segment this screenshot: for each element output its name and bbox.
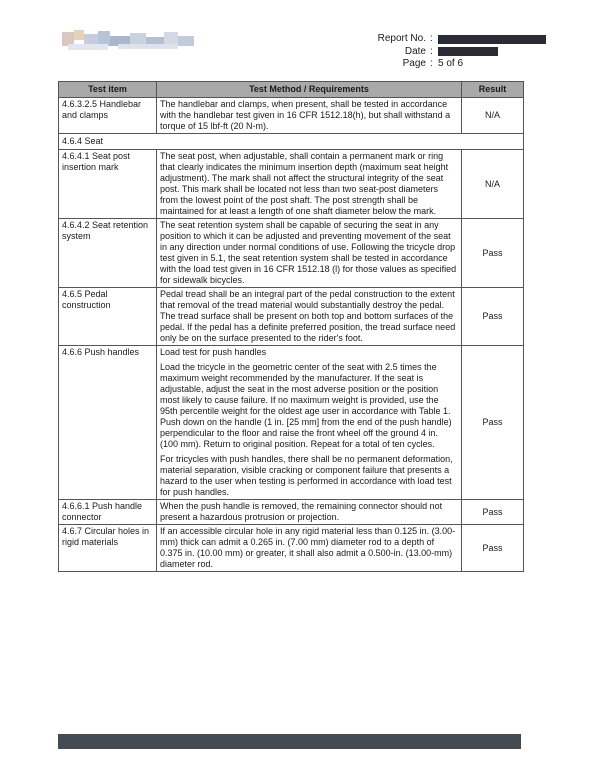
test-method-cell: If an accessible circular hole in any rigid material less than 0.125 in. (3.00-mm) thick can admit a 0.265 in. (7.00 mm) diameter rod to a depth of 0.375 in. (10.00 mm) or greater, it shall also admit a 0.500-in. (13.00-mm) diameter rod.: [157, 525, 462, 572]
col-header-result: Result: [462, 82, 524, 98]
section-row: [59, 134, 524, 150]
table-header-row: [59, 82, 524, 98]
method-subheading: Load test for push handles: [160, 347, 267, 357]
result-cell: Pass: [462, 288, 524, 346]
result-cell: Pass: [462, 219, 524, 288]
test-method-cell: The seat post, when adjustable, shall contain a permanent mark or ring that clearly indicates the minimum insertion depth (maximum seat height adjustment). The mark shall not affect the structural integrity of the seat post. This mark shall be located not less than two seat-post diameters from the lowest point of the post shaft. The post strength shall be maintained for at least a length of one shaft diameter below the mark.: [157, 150, 462, 219]
date-label: Date: [404, 45, 426, 57]
test-item-cell: 4.6.6.1 Push handle connector: [59, 500, 157, 525]
table-row: [59, 346, 524, 500]
result-cell: N/A: [462, 98, 524, 134]
page-label: Page: [402, 58, 426, 69]
redacted-report-number: [438, 35, 546, 44]
method-paragraph: For tricycles with push handles, there shall be no permanent deformation, material separation, visible cracking or component failure that presents a hazard to the user when testing is performed in accordance with load test for push handles.: [160, 454, 453, 497]
report-number-label: Report No.: [377, 33, 426, 44]
test-method-cell: When the push handle is removed, the remaining connector should not present a hazardous protrusion or projection.: [157, 500, 462, 525]
test-method-cell: [157, 346, 462, 500]
method-paragraph: Load the tricycle in the geometric center of the seat with 2.5 times the maximum weight recommended by the manufacturer. If the seat is adjustable, adjust the seat in the most adverse position or the position most likely to cause failure. If no maximum weight is provided, use the 95th percentile weight for the oldest age user in accordance with Table 1. Push down on the handle (1 in. [25 mm] from the end of the push handle) perpendicular to the floor and raise the front wheel off the ground 4 in. (100 mm). Return to original position. Repeat for a total of ten cycles.: [160, 362, 452, 449]
table-row: [59, 219, 524, 288]
company-logo: [58, 28, 200, 54]
test-item-cell: 4.6.4.2 Seat retention system: [59, 219, 157, 288]
result-cell: Pass: [462, 500, 524, 525]
table-row: [59, 500, 524, 525]
table-row: [59, 288, 524, 346]
test-method-cell: Pedal tread shall be an integral part of the pedal construction to the extent that removal of the tread material would substantially destroy the pedal. The tread surface shall be present on both top and bottom surfaces of the pedal. If the pedal has a definite preferred position, the tread surface need only be on the surface presented to the rider's foot.: [157, 288, 462, 346]
test-item-cell: 4.6.7 Circular holes in rigid materials: [59, 525, 157, 572]
col-header-test-item: Test item: [59, 82, 157, 98]
test-method-cell: The seat retention system shall be capable of securing the seat in any position to which it can be adjusted and preventing movement of the seat in any direction under normal conditions of use. Following the tricycle drop test given in 5.1, the seat retention system shall be tested in accordance with the load test given in 16 CFR 1512.18 (l) for those values as specified for sidewalk bicycles.: [157, 219, 462, 288]
test-item-cell: 4.6.4.1 Seat post insertion mark: [59, 150, 157, 219]
table-row: [59, 525, 524, 572]
test-item-cell: 4.6.5 Pedal construction: [59, 288, 157, 346]
test-results-table: [58, 81, 524, 572]
test-item-cell: 4.6.6 Push handles: [59, 346, 157, 500]
page-number: 5 of 6: [438, 58, 464, 69]
redacted-date: [438, 47, 498, 56]
test-method-cell: The handlebar and clamps, when present, shall be tested in accordance with the handlebar test given in 16 CFR 1512.18(h), but shall withstand a torque of 15 lbf-ft (20 N-m).: [157, 98, 462, 134]
result-cell: Pass: [462, 346, 524, 500]
footer-bar: [58, 734, 521, 749]
col-header-test-method: Test Method / Requirements: [157, 82, 462, 98]
table-row: [59, 98, 524, 134]
result-cell: Pass: [462, 525, 524, 572]
table-row: [59, 150, 524, 219]
test-item-cell: 4.6.3.2.5 Handlebar and clamps: [59, 98, 157, 134]
report-header: Report No. : Date : Page : 5 of 6: [360, 33, 546, 71]
section-heading: 4.6.4 Seat: [59, 134, 524, 150]
result-cell: N/A: [462, 150, 524, 219]
